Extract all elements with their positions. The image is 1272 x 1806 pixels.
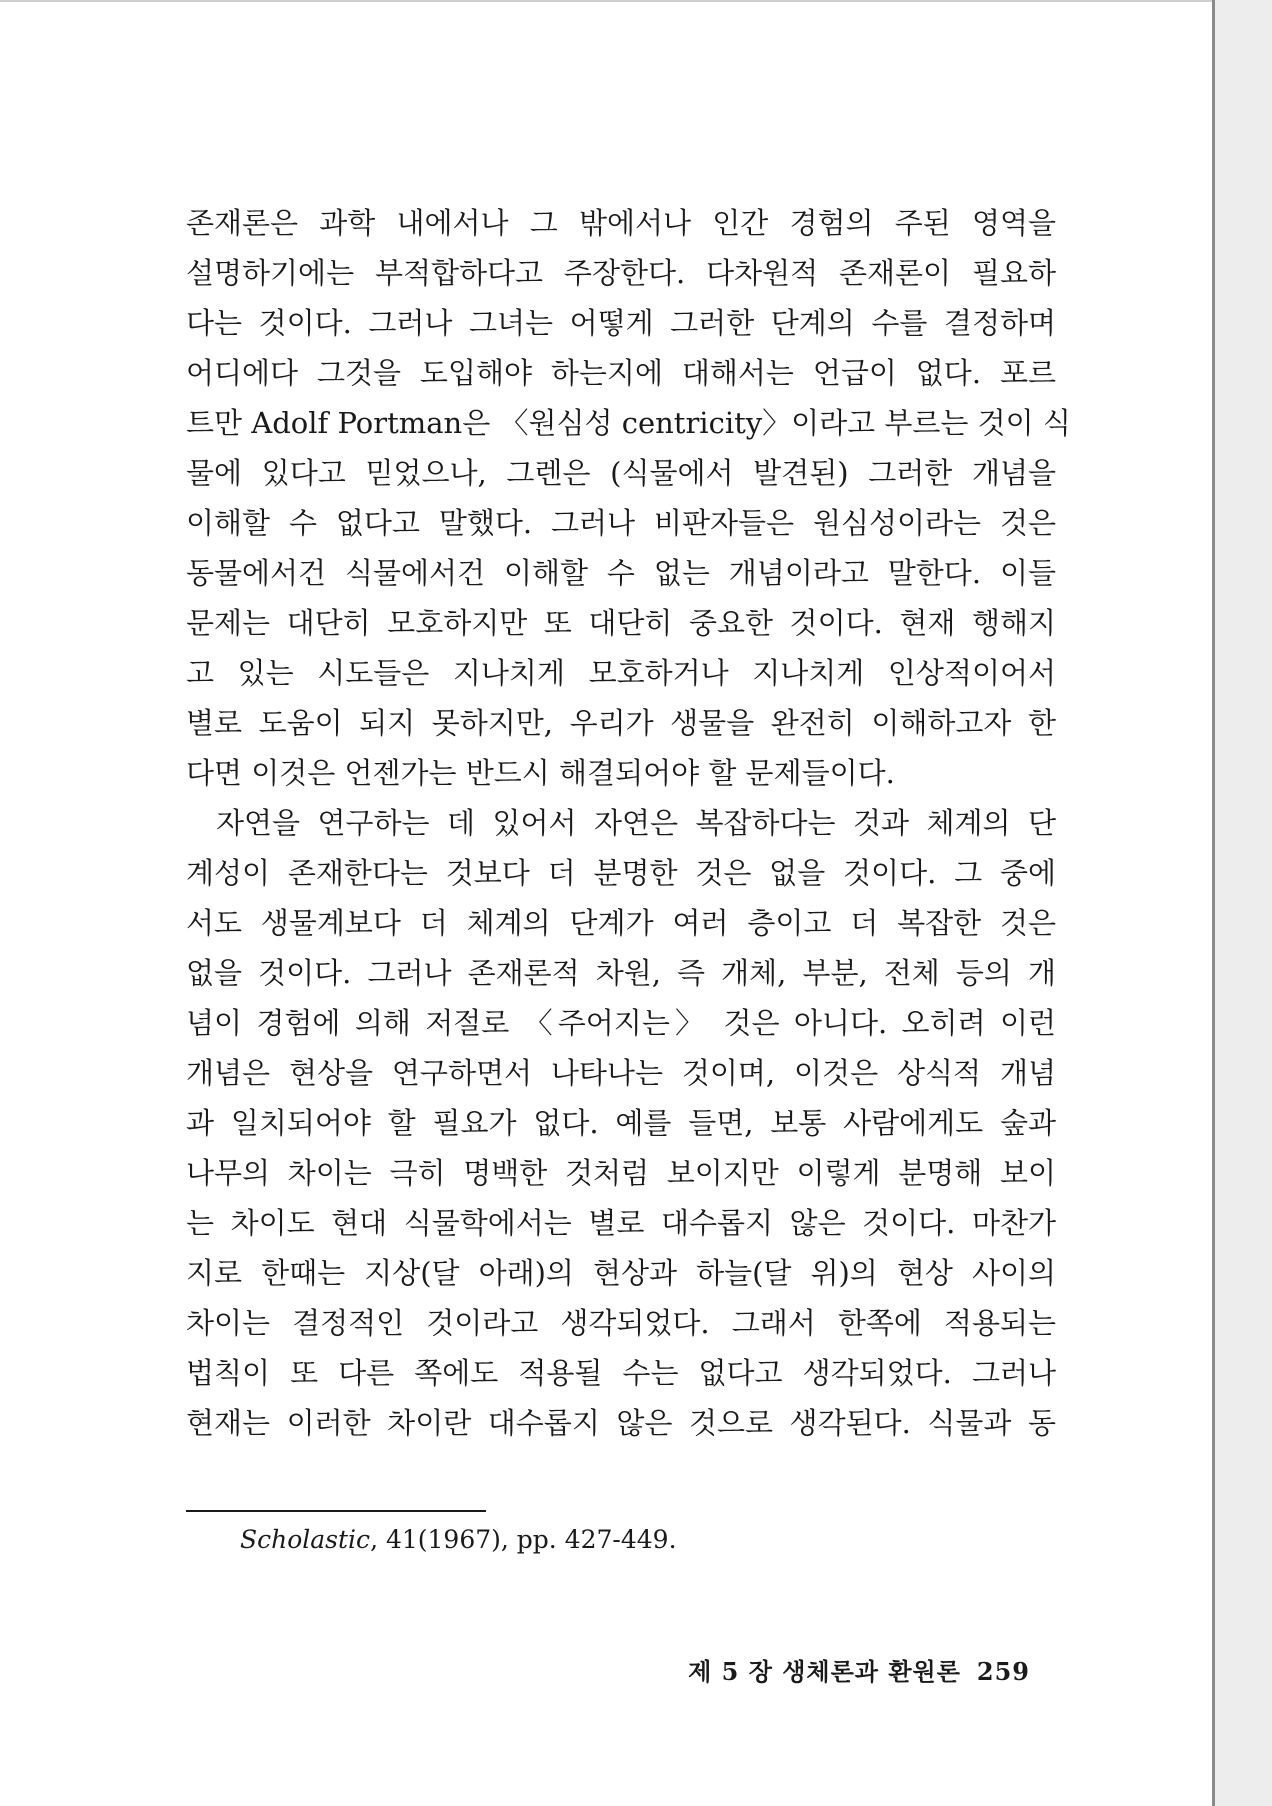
text-line: 법칙이 또 다른 쪽에도 적용될 수는 없다고 생각되었다. 그러나 [186,1356,1056,1390]
page-number: 259 [976,1657,1030,1686]
chapter-title: 제 5 장 생체론과 환원론 [688,1657,961,1686]
text-line: 나무의 차이는 극히 명백한 것처럼 보이지만 이렇게 분명해 보이 [186,1156,1056,1190]
text-line: 물에 있다고 믿었으나, 그렌은 (식물에서 발견된) 그러한 개념을 [186,456,1056,490]
text-line: 과 일치되어야 할 필요가 없다. 예를 들면, 보통 사람에게도 숲과 [186,1106,1056,1140]
text-line: 어디에다 그것을 도입해야 하는지에 대해서는 언급이 없다. 포르 [186,356,1056,390]
footnote-citation: , 41(1967), pp. 427-449. [370,1525,677,1554]
text-line: 존재론은 과학 내에서나 그 밖에서나 인간 경험의 주된 영역을 [186,206,1056,240]
text-line: 고 있는 시도들은 지나치게 모호하거나 지나치게 인상적이어서 [186,656,1056,690]
text-line: 차이는 결정적인 것이라고 생각되었다. 그래서 한쪽에 적용되는 [186,1306,1056,1340]
viewer-margin [1215,0,1272,1806]
footnote-divider [186,1510,486,1512]
text-line: 자연을 연구하는 데 있어서 자연은 복잡하다는 것과 체계의 단 [216,806,1056,840]
text-line: 서도 생물계보다 더 체계의 단계가 여러 층이고 더 복잡한 것은 [186,906,1056,940]
text-line: 계성이 존재한다는 것보다 더 분명한 것은 없을 것이다. 그 중에 [186,856,1056,890]
text-line: 다면 이것은 언젠가는 반드시 해결되어야 할 문제들이다. [186,756,895,790]
text-line: 지로 한때는 지상(달 아래)의 현상과 하늘(달 위)의 현상 사이의 [186,1256,1056,1290]
text-line: 트만 Adolf Portman은 〈원심성 centricity〉이라고 부르는 것이 식 [186,406,1071,440]
text-line: 없을 것이다. 그러나 존재론적 차원, 즉 개체, 부분, 전체 등의 개 [186,956,1056,990]
text-line: 다는 것이다. 그러나 그녀는 어떻게 그러한 단계의 수를 결정하며 [186,306,1056,340]
text-line: 개념은 현상을 연구하면서 나타나는 것이며, 이것은 상식적 개념 [186,1056,1056,1090]
text-line: 설명하기에는 부적합하다고 주장한다. 다차원적 존재론이 필요하 [186,256,1056,290]
text-line: 동물에서건 식물에서건 이해할 수 없는 개념이라고 말한다. 이들 [186,556,1056,590]
text-line: 문제는 대단히 모호하지만 또 대단히 중요한 것이다. 현재 행해지 [186,606,1056,640]
page-top-edge [0,0,1212,2]
text-line: 별로 도움이 되지 못하지만, 우리가 생물을 완전히 이해하고자 한 [186,706,1056,740]
text-line: 현재는 이러한 차이란 대수롭지 않은 것으로 생각된다. 식물과 동 [186,1406,1056,1440]
footnote [240,1525,677,1554]
footnote-journal: Scholastic [240,1525,371,1554]
text-line: 이해할 수 없다고 말했다. 그러나 비판자들은 원심성이라는 것은 [186,506,1056,540]
body-text [186,198,1071,1448]
text-line: 념이 경험에 의해 저절로 〈주어지는〉 것은 아니다. 오히려 이런 [186,1006,1056,1040]
text-line: 는 차이도 현대 식물학에서는 별로 대수롭지 않은 것이다. 마찬가 [186,1206,1056,1240]
running-footer [688,1652,1030,1687]
